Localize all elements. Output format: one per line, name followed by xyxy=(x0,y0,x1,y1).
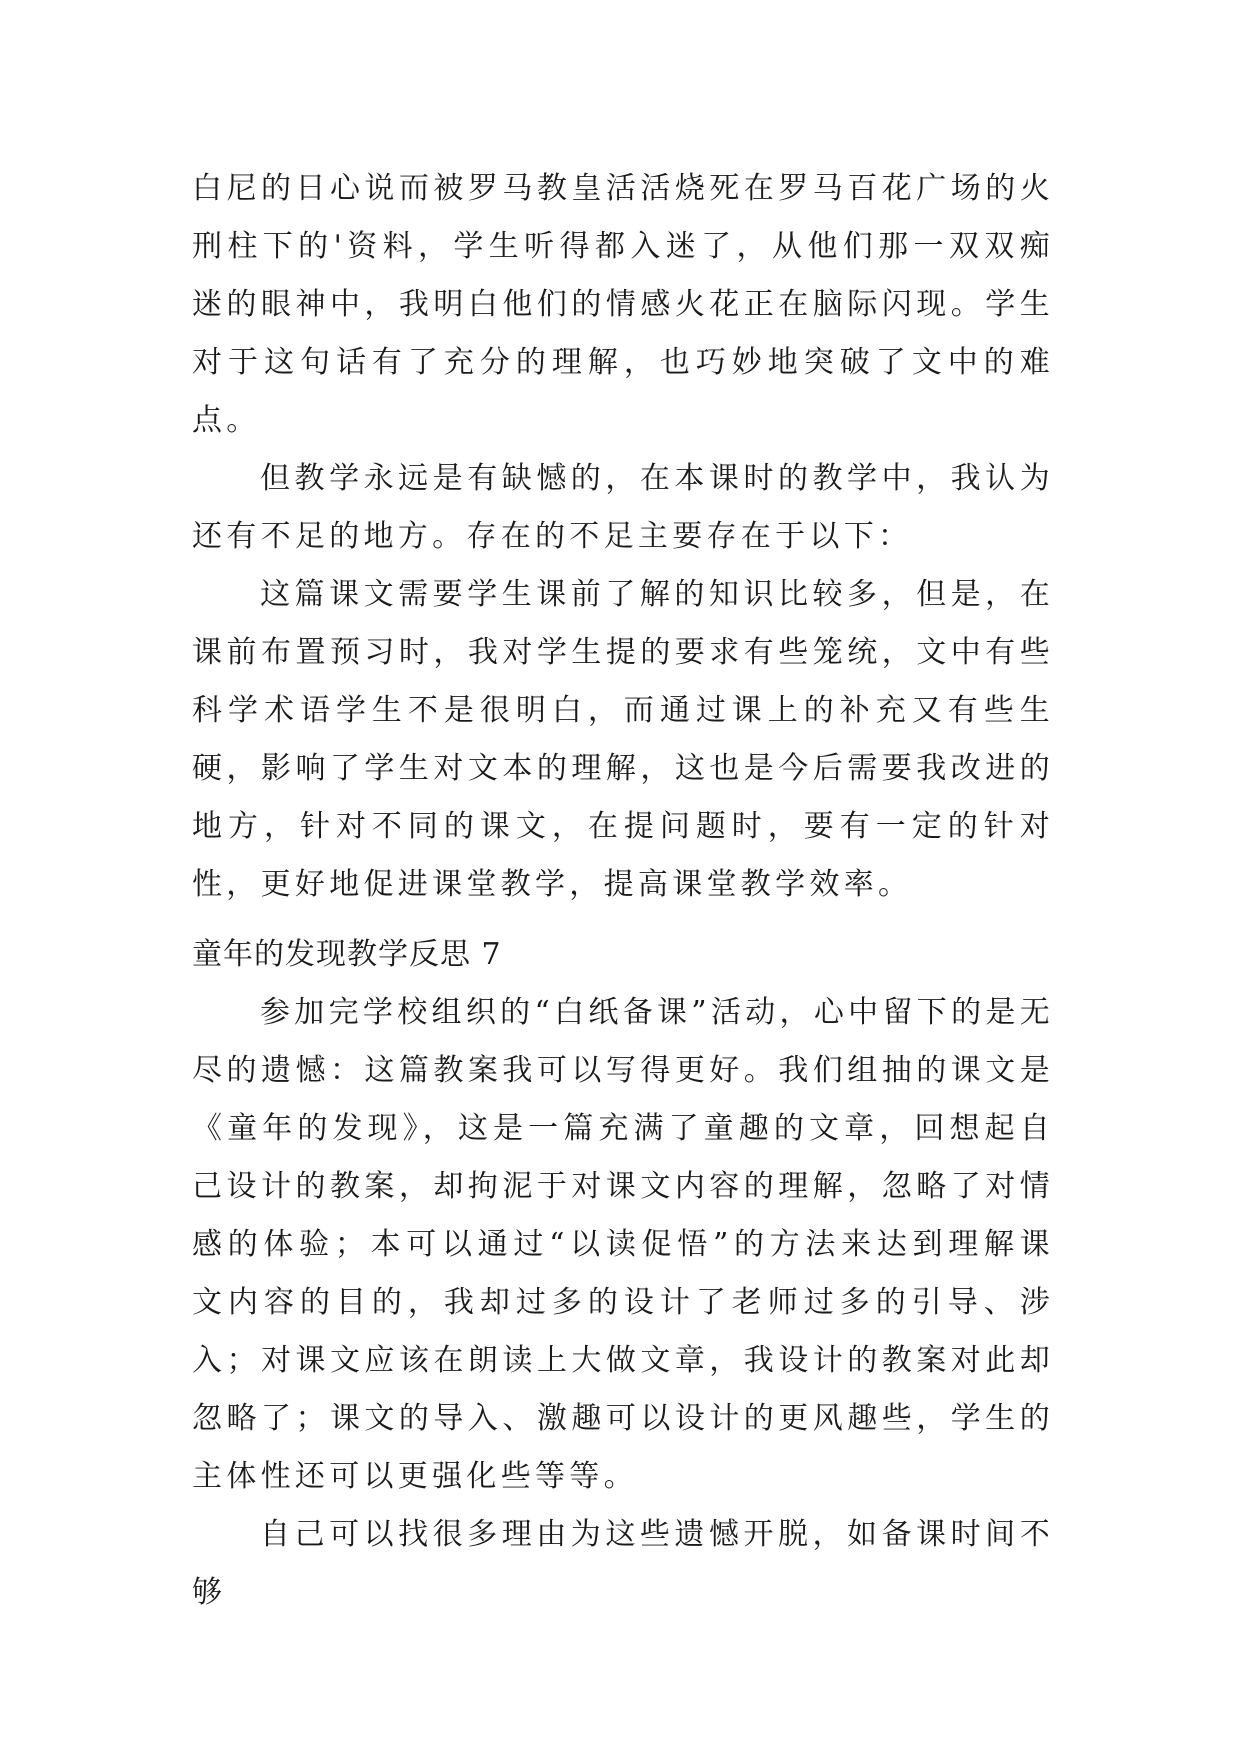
section-heading: 童年的发现教学反思 7 xyxy=(192,937,502,972)
paragraph: 参加完学校组织的“白纸备课”活动，心中留下的是无尽的遗憾：这篇教案我可以写得更好。我们组抽的课文是《童年的发现》，这是一篇充满了童趣的文章，回想起自己设计的教案，却拘泥于对课文内容的理解，忽略了对情感的体验；本可以通过“以读促悟”的方法来达到理解课文内容的目的，我却过多的设计了老师过多的引导、涉入；对课文应该在朗读上大做文章，我设计的教案对此却忽略了；课文的导入、激趣可以设计的更风趣些，学生的主体性还可以更强化些等等。 xyxy=(192,995,1054,1494)
paragraph: 自己可以找很多理由为这些遗憾开脱，如备课时间不够 xyxy=(192,1517,1054,1610)
body-text-bottom xyxy=(192,984,1054,1622)
paragraph: 白尼的日心说而被罗马教皇活活烧死在罗马百花广场的火刑柱下的'资料，学生听得都入迷了，从他们那一双双痴迷的眼神中，我明白他们的情感火花正在脑际闪现。学生对于这句话有了充分的理解，也巧妙地突破了文中的难点。 xyxy=(192,171,1054,438)
body-text-top xyxy=(192,160,1054,914)
paragraph: 这篇课文需要学生课前了解的知识比较多，但是，在课前布置预习时，我对学生提的要求有些笼统，文中有些科学术语学生不是很明白，而通过课上的补充又有些生硬，影响了学生对文本的理解，这也是今后需要我改进的地方，针对不同的课文，在提问题时，要有一定的针对性，更好地促进课堂教学，提高课堂教学效率。 xyxy=(192,577,1054,902)
paragraph: 但教学永远是有缺憾的，在本课时的教学中，我认为还有不足的地方。存在的不足主要存在于以下： xyxy=(192,461,1054,554)
